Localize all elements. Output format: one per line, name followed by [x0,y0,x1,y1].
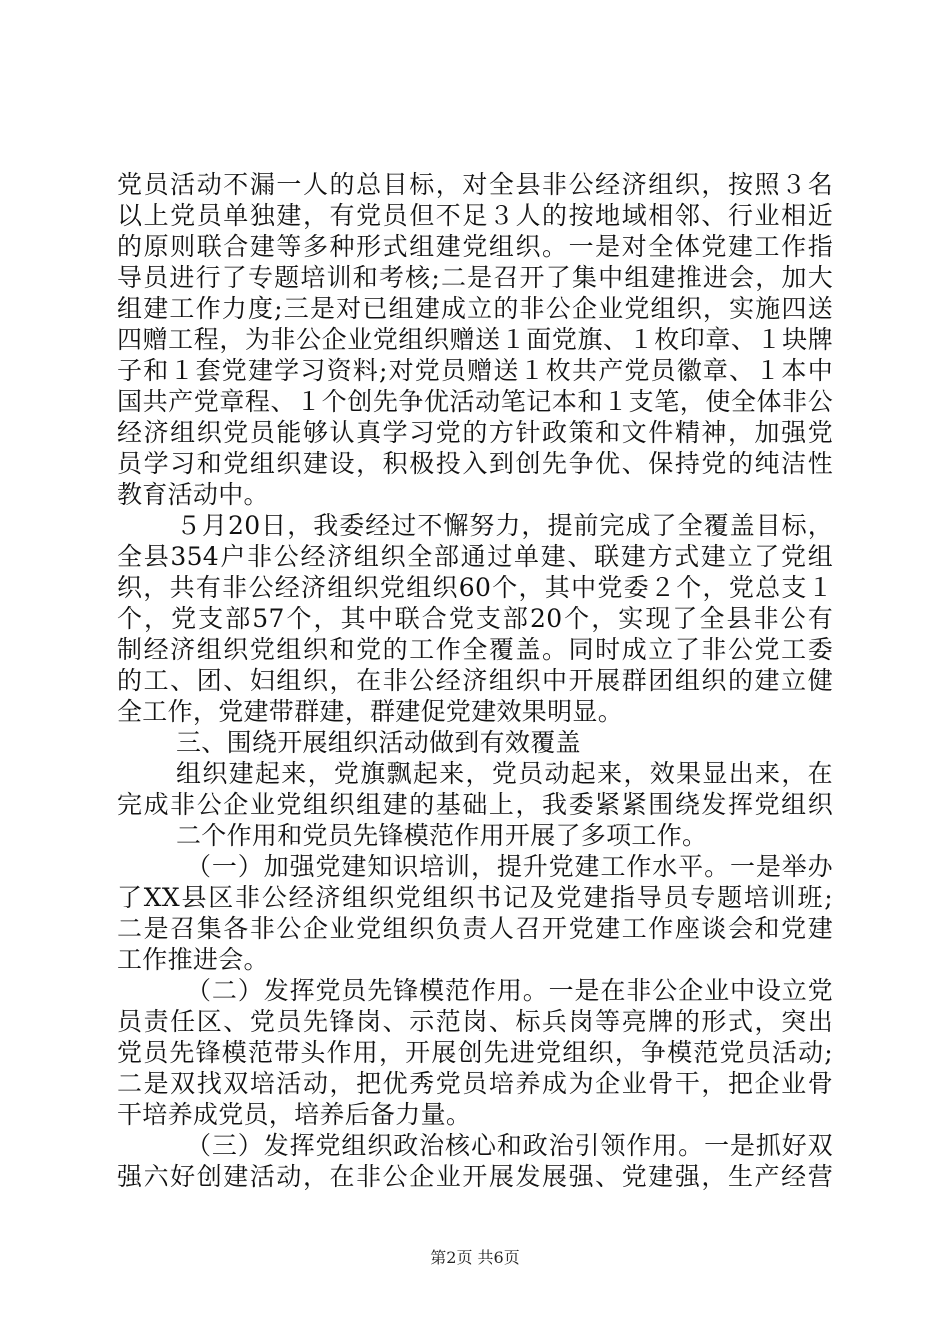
text-line: 二是双找双培活动，把优秀党员培养成为企业骨干，把企业骨 [117,1069,833,1098]
text-line: （一）加强党建知识培训，提升党建工作水平。一是举办 [186,852,833,881]
text-line: 完成非公企业党组织组建的基础上，我委紧紧围绕发挥党组织 [117,790,833,819]
text-line: 员学习和党组织建设，积极投入到创先争优、保持党的纯洁性 [117,449,833,478]
text-line: 了XX县区非公经济组织党组织书记及党建指导员专题培训班; [117,883,833,912]
text-line: 全县354户非公经济组织全部通过单建、联建方式建立了党组 [117,542,833,571]
text-line: 组建工作力度;三是对已组建成立的非公企业党组织，实施四送 [117,294,833,323]
text-line: 制经济组织党组织和党的工作全覆盖。同时成立了非公党工委 [117,635,833,664]
text-line: 织，共有非公经济组织党组织60个，其中党委２个，党总支１ [117,573,833,602]
text-line: 以上党员单独建，有党员但不足３人的按地域相邻、行业相近 [117,201,833,230]
text-line: 党员活动不漏一人的总目标，对全县非公经济组织，按照３名 [117,170,833,199]
text-line: 员责任区、党员先锋岗、示范岗、标兵岗等亮牌的形式，突出 [117,1007,833,1036]
text-line: （二）发挥党员先锋模范作用。一是在非公企业中设立党 [186,976,833,1005]
text-line: 干培养成党员，培养后备力量。 [117,1100,472,1129]
text-line: 二个作用和党员先锋模范作用开展了多项工作。 [176,821,708,850]
text-line: 二是召集各非公企业党组织负责人召开党建工作座谈会和党建 [117,914,833,943]
text-line: 的原则联合建等多种形式组建党组织。一是对全体党建工作指 [117,232,833,261]
text-line: 子和１套党建学习资料;对党员赠送１枚共产党员徽章、１本中 [117,356,833,385]
text-line: 四赠工程，为非公企业党组织赠送１面党旗、１枚印章、１块牌 [117,325,833,354]
text-line: 党员先锋模范带头作用，开展创先进党组织，争模范党员活动; [117,1038,833,1067]
text-line: 的工、团、妇组织，在非公经济组织中开展群团组织的建立健 [117,666,833,695]
text-line: 个，党支部57个，其中联合党支部20个，实现了全县非公有 [117,604,833,633]
text-line: （三）发挥党组织政治核心和政治引领作用。一是抓好双 [186,1131,833,1160]
text-line: ５月20日，我委经过不懈努力，提前完成了全覆盖目标， [176,511,833,540]
page-footer: 第2页 共6页 [430,1248,520,1267]
text-line: 经济组织党员能够认真学习党的方针政策和文件精神，加强党 [117,418,833,447]
text-line: 国共产党章程、１个创先争优活动笔记本和１支笔，使全体非公 [117,387,833,416]
text-line: 教育活动中。 [117,480,269,509]
text-line: 三、围绕开展组织活动做到有效覆盖 [176,728,581,757]
text-line: 全工作，党建带群建，群建促党建效果明显。 [117,697,624,726]
text-line: 工作推进会。 [117,945,269,974]
text-line: 导员进行了专题培训和考核;二是召开了集中组建推进会，加大 [117,263,833,292]
text-line: 组织建起来，党旗飘起来，党员动起来，效果显出来，在 [176,759,833,788]
text-line: 强六好创建活动，在非公企业开展发展强、党建强，生产经营 [117,1162,833,1191]
